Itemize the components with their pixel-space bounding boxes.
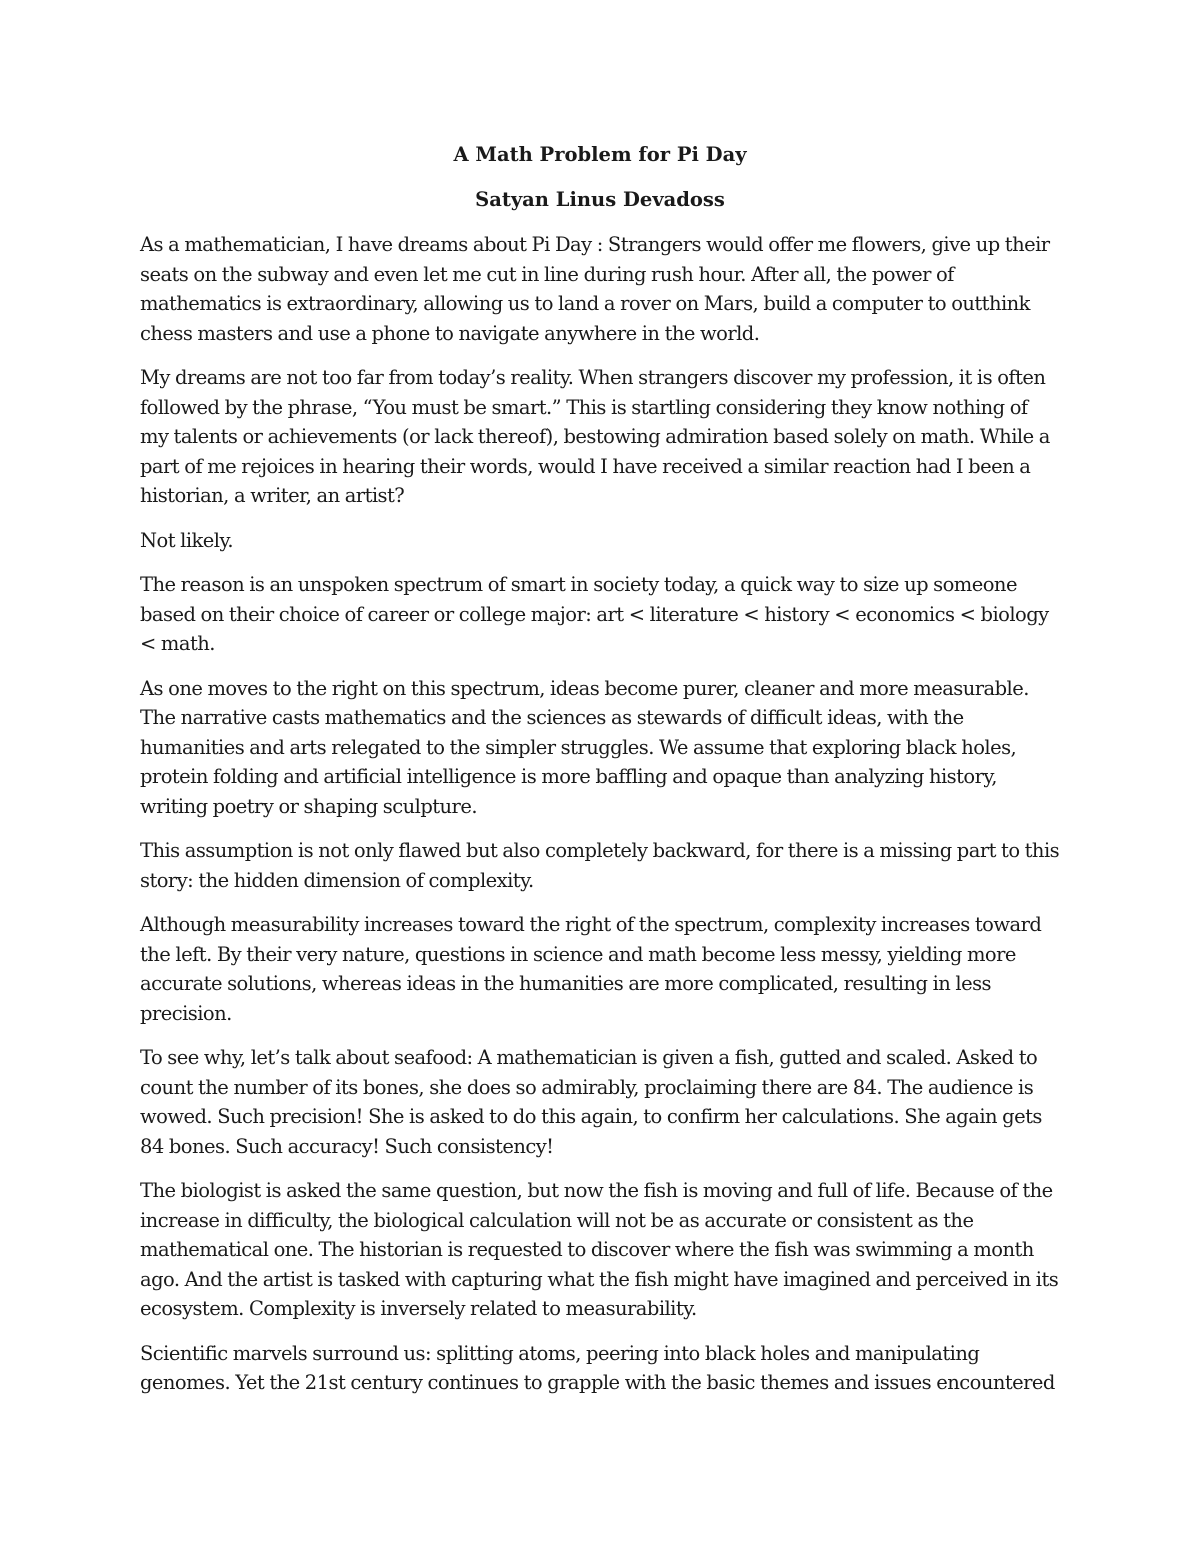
body-paragraph: To see why, let’s talk about seafood: A mathematician is given a fish, gutted and scaled. Asked to count the number of its bones, she does so admirably, proclaiming there are 84. The audience is wowed. Such precision! She is asked to do this again, to confirm her calculations. She again gets 84 bones. Such accuracy! Such consistency! <box>140 1046 1042 1158</box>
body-paragraph: The reason is an unspoken spectrum of smart in society today, a quick way to size up someone based on their choice of career or college major: art < literature < history < economics < biology < math. <box>140 573 1049 655</box>
body-paragraph: As one moves to the right on this spectrum, ideas become purer, cleaner and more measurable. The narrative casts mathematics and the sciences as stewards of difficult ideas, with the humanities and arts relegated to the simpler struggles. We assume that exploring black holes, protein folding and artificial intelligence is more baffling and opaque than analyzing history, writing poetry or shaping sculpture. <box>140 676 1029 818</box>
document-body <box>140 230 1060 1398</box>
body-paragraph: My dreams are not too far from today’s reality. When strangers discover my profession, it is often followed by the phrase, “You must be smart.” This is startling considering they know nothing of my talents or achievements (or lack thereof), bestowing admiration based solely on math. While a part of me rejoices in hearing their words, would I have received a similar reaction had I been a historian, a writer, an artist? <box>140 366 1050 507</box>
body-paragraph: Scientific marvels surround us: splitting atoms, peering into black holes and manipulating genomes. Yet the 21st century continues to grapple with the basic themes and issues encountered <box>140 1341 1055 1394</box>
body-paragraph: This assumption is not only flawed but also completely backward, for there is a missing part to this story: the hidden dimension of complexity. <box>140 839 1060 892</box>
body-paragraph: The biologist is asked the same question, but now the fish is moving and full of life. Because of the increase in difficulty, the biological calculation will not be as accurate or consistent as the mathematical one. The historian is requested to discover where the fish was swimming a month ago. And the artist is tasked with capturing what the fish might have imagined and perceived in its ecosystem. Complexity is inversely related to measurability. <box>140 1179 1059 1320</box>
body-paragraph: Although measurability increases toward the right of the spectrum, complexity increases toward the left. By their very nature, questions in science and math become less messy, yielding more accurate solutions, whereas ideas in the humanities are more complicated, resulting in less precision. <box>140 913 1042 1025</box>
document-page <box>140 140 1060 1413</box>
body-paragraph: Not likely. <box>140 528 233 552</box>
document-title: A Math Problem for Pi Day <box>453 143 747 166</box>
body-paragraph: As a mathematician, I have dreams about Pi Day : Strangers would offer me flowers, give up their seats on the subway and even let me cut in line during rush hour. After all, the power of mathematics is extraordinary, allowing us to land a rover on Mars, build a computer to outthink chess masters and use a phone to navigate anywhere in the world. <box>140 233 1050 345</box>
document-author: Satyan Linus Devadoss <box>475 188 725 211</box>
